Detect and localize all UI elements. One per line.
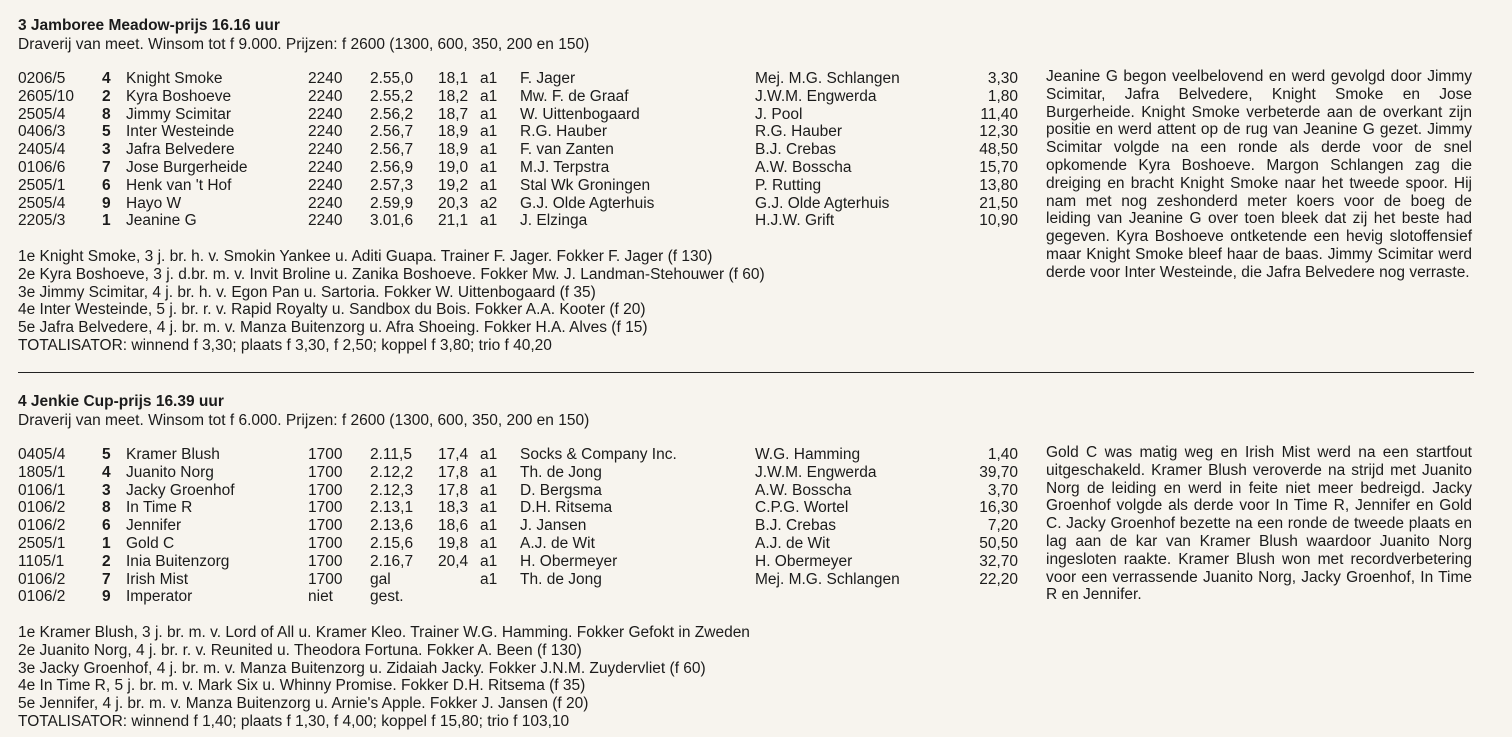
result-num: 8 bbox=[102, 105, 111, 123]
result-horse: Henk van 't Hof bbox=[126, 176, 232, 194]
result-owner: A.J. de Wit bbox=[520, 534, 595, 552]
result-time: 2.13,1 bbox=[370, 499, 414, 517]
race-subtitle: Draverij van meet. Winsom tot f 6.000. Prijzen: f 2600 (1300, 600, 350, 200 en 150) bbox=[18, 412, 590, 429]
result-driver: G.J. Olde Agterhuis bbox=[755, 194, 890, 212]
result-dist: 2240 bbox=[308, 194, 343, 212]
result-date: 0405/4 bbox=[18, 446, 66, 463]
placing-line: TOTALISATOR: winnend f 3,30; plaats f 3,30, f 2,50; koppel f 3,80; trio f 40,20 bbox=[18, 336, 552, 354]
placing-line: 1e Kramer Blush, 3 j. br. m. v. Lord of All u. Kramer Kleo. Trainer W.G. Hamming. Fokker Gefokt in Zweden bbox=[18, 624, 750, 641]
result-dist: 2240 bbox=[308, 70, 343, 87]
result-row bbox=[18, 123, 1018, 141]
result-start: a1 bbox=[480, 552, 498, 570]
race-section-4 bbox=[18, 393, 1488, 730]
result-time: 2.55,0 bbox=[370, 70, 414, 87]
result-num: 4 bbox=[102, 70, 111, 87]
result-time: 2.56,9 bbox=[370, 158, 414, 176]
result-red: 20,3 bbox=[438, 194, 469, 212]
result-date: 2505/1 bbox=[18, 534, 66, 552]
result-odds: 21,50 bbox=[979, 194, 1018, 212]
result-horse: Kyra Boshoeve bbox=[126, 87, 232, 105]
result-driver: Mej. M.G. Schlangen bbox=[755, 570, 900, 588]
result-time: 2.13,6 bbox=[370, 517, 414, 535]
result-dist: 1700 bbox=[308, 534, 343, 552]
result-red: 20,4 bbox=[438, 552, 469, 570]
result-red: 18,9 bbox=[438, 123, 469, 141]
result-date: 0106/6 bbox=[18, 158, 66, 176]
result-dist: 1700 bbox=[308, 570, 343, 588]
result-owner: D.H. Ritsema bbox=[520, 499, 613, 517]
result-row bbox=[18, 482, 1018, 500]
section-divider bbox=[18, 372, 1474, 373]
placing-line: 4e Inter Westeinde, 5 j. br. r. v. Rapid Royalty u. Sandbox du Bois. Fokker A.A. Kooter (f 20) bbox=[18, 301, 646, 319]
race-commentary: Gold C was matig weg en Irish Mist werd na een startfout uitgeschakeld. Kramer Blush veroverde na strijd met Juanito Norg de leiding en werd in feite niet meer bedreigd. Jacky Groenhof volgde als derde voor In Time R, Jennifer en Gold C. Jacky Groenhof bezette na een ronde de tweede plaats en lag aan de kar van Kramer Blush waardoor Juanito Norg ingesloten raakte. Kramer Blush won met recordverbetering voor een verrassende Juanito Norg, Jacky Groenhof, In Time R en Jennifer. bbox=[1046, 444, 1472, 604]
result-start: a1 bbox=[480, 463, 498, 481]
placing-line: 3e Jacky Groenhof, 4 j. br. m. v. Manza Buitenzorg u. Zidaiah Jacky. Fokker J.N.M. Zuydervliet (f 60) bbox=[18, 659, 706, 677]
result-odds: 32,70 bbox=[979, 552, 1018, 570]
result-num: 4 bbox=[102, 463, 111, 481]
result-date: 0106/2 bbox=[18, 499, 66, 517]
result-time: gal bbox=[370, 570, 391, 588]
result-odds: 50,50 bbox=[979, 534, 1018, 552]
result-start: a1 bbox=[480, 481, 498, 499]
result-time: 2.16,7 bbox=[370, 552, 414, 570]
result-owner: Socks & Company Inc. bbox=[520, 446, 677, 463]
result-odds: 3,30 bbox=[987, 70, 1018, 87]
placing-line: TOTALISATOR: winnend f 1,40; plaats f 1,30, f 4,00; koppel f 15,80; trio f 103,10 bbox=[18, 712, 570, 730]
result-num: 1 bbox=[102, 212, 111, 230]
result-row bbox=[18, 212, 1018, 230]
result-row bbox=[18, 141, 1018, 159]
result-driver: A.W. Bosscha bbox=[755, 481, 852, 499]
result-row bbox=[18, 553, 1018, 571]
result-row bbox=[18, 499, 1018, 517]
result-dist: 1700 bbox=[308, 463, 343, 481]
placing-line: 1e Knight Smoke, 3 j. br. h. v. Smokin Yankee u. Aditi Guapa. Trainer F. Jager. Fokker F. Jager (f 130) bbox=[18, 248, 713, 265]
placing-line: 2e Kyra Boshoeve, 3 j. d.br. m. v. Invit Broline u. Zanika Boshoeve. Fokker Mw. J. Landman-Stehouwer (f 60) bbox=[18, 265, 765, 283]
result-dist: 1700 bbox=[308, 446, 343, 463]
result-odds: 39,70 bbox=[979, 463, 1018, 481]
result-num: 7 bbox=[102, 158, 111, 176]
result-start: a1 bbox=[480, 123, 498, 141]
result-row bbox=[18, 535, 1018, 553]
result-row bbox=[18, 446, 1018, 464]
placings-list bbox=[18, 624, 750, 731]
result-date: 0106/1 bbox=[18, 481, 66, 499]
result-date: 2405/4 bbox=[18, 141, 66, 159]
result-dist: 1700 bbox=[308, 499, 343, 517]
result-horse: In Time R bbox=[126, 499, 193, 517]
result-time: 2.12,2 bbox=[370, 463, 414, 481]
result-odds: 1,40 bbox=[987, 446, 1018, 463]
result-dist: 2240 bbox=[308, 158, 343, 176]
result-num: 9 bbox=[102, 588, 111, 606]
result-num: 8 bbox=[102, 499, 111, 517]
result-time: 2.12,3 bbox=[370, 481, 414, 499]
result-start: a1 bbox=[480, 499, 498, 517]
result-row bbox=[18, 70, 1018, 88]
result-date: 2505/4 bbox=[18, 105, 66, 123]
result-num: 7 bbox=[102, 570, 111, 588]
result-num: 1 bbox=[102, 534, 111, 552]
result-owner: H. Obermeyer bbox=[520, 552, 618, 570]
race-title: 3 Jamboree Meadow-prijs 16.16 uur bbox=[18, 17, 280, 34]
results-table bbox=[18, 446, 1018, 606]
placings-list bbox=[18, 248, 765, 355]
result-dist: 2240 bbox=[308, 87, 343, 105]
result-num: 6 bbox=[102, 517, 111, 535]
results-table bbox=[18, 70, 1018, 230]
result-dist: 1700 bbox=[308, 552, 343, 570]
result-horse: Jeanine G bbox=[126, 212, 197, 230]
result-start: a1 bbox=[480, 158, 498, 176]
result-date: 1805/1 bbox=[18, 463, 66, 481]
result-owner: Stal Wk Groningen bbox=[520, 176, 651, 194]
result-driver: Mej. M.G. Schlangen bbox=[755, 70, 900, 87]
result-dist: niet bbox=[308, 588, 333, 606]
result-odds: 13,80 bbox=[979, 176, 1018, 194]
result-odds: 12,30 bbox=[979, 123, 1018, 141]
result-dist: 2240 bbox=[308, 123, 343, 141]
placing-line: 5e Jennifer, 4 j. br. m. v. Manza Buitenzorg u. Arnie's Apple. Fokker J. Jansen (f 20) bbox=[18, 695, 589, 713]
result-red: 17,8 bbox=[438, 463, 469, 481]
result-date: 2605/10 bbox=[18, 87, 75, 105]
result-red: 19,0 bbox=[438, 158, 469, 176]
result-red: 18,9 bbox=[438, 141, 469, 159]
result-num: 3 bbox=[102, 141, 111, 159]
result-start: a1 bbox=[480, 70, 498, 87]
result-row bbox=[18, 517, 1018, 535]
result-driver: C.P.G. Wortel bbox=[755, 499, 849, 517]
result-time: 3.01,6 bbox=[370, 212, 414, 230]
result-odds: 48,50 bbox=[979, 141, 1018, 159]
result-red: 18,7 bbox=[438, 105, 469, 123]
result-red: 17,4 bbox=[438, 446, 469, 463]
result-owner: W. Uittenbogaard bbox=[520, 105, 640, 123]
result-red: 19,2 bbox=[438, 176, 469, 194]
result-horse: Irish Mist bbox=[126, 570, 188, 588]
result-date: 0106/2 bbox=[18, 588, 66, 606]
result-horse: Gold C bbox=[126, 534, 175, 552]
result-odds: 1,80 bbox=[987, 87, 1018, 105]
result-driver: B.J. Crebas bbox=[755, 141, 836, 159]
result-num: 6 bbox=[102, 176, 111, 194]
result-start: a2 bbox=[480, 194, 498, 212]
result-owner: R.G. Hauber bbox=[520, 123, 608, 141]
result-driver: B.J. Crebas bbox=[755, 517, 836, 535]
result-odds: 16,30 bbox=[979, 499, 1018, 517]
result-horse: Kramer Blush bbox=[126, 446, 220, 463]
result-dist: 2240 bbox=[308, 212, 343, 230]
result-row bbox=[18, 571, 1018, 589]
result-start: a1 bbox=[480, 87, 498, 105]
placing-line: 2e Juanito Norg, 4 j. br. r. v. Reunited u. Theodora Fortuna. Fokker A. Been (f 130) bbox=[18, 641, 582, 659]
result-owner: F. Jager bbox=[520, 70, 576, 87]
result-start: a1 bbox=[480, 446, 498, 463]
placing-line: 4e In Time R, 5 j. br. m. v. Mark Six u. Whinny Promise. Fokker D.H. Ritsema (f 35) bbox=[18, 677, 586, 695]
result-odds: 3,70 bbox=[987, 481, 1018, 499]
result-driver: J.W.M. Engwerda bbox=[755, 463, 877, 481]
result-num: 2 bbox=[102, 87, 111, 105]
result-horse: Imperator bbox=[126, 588, 193, 606]
result-date: 0106/2 bbox=[18, 517, 66, 535]
result-horse: Hayo W bbox=[126, 194, 182, 212]
result-horse: Jimmy Scimitar bbox=[126, 105, 232, 123]
result-date: 2205/3 bbox=[18, 212, 66, 230]
race-subtitle: Draverij van meet. Winsom tot f 9.000. Prijzen: f 2600 (1300, 600, 350, 200 en 150) bbox=[18, 36, 590, 53]
result-row bbox=[18, 177, 1018, 195]
result-horse: Jennifer bbox=[126, 517, 182, 535]
result-start: a1 bbox=[480, 212, 498, 230]
result-red: 18,6 bbox=[438, 517, 469, 535]
race-title: 4 Jenkie Cup-prijs 16.39 uur bbox=[18, 393, 224, 410]
result-horse: Juanito Norg bbox=[126, 463, 214, 481]
result-date: 2505/1 bbox=[18, 176, 66, 194]
result-driver: R.G. Hauber bbox=[755, 123, 843, 141]
result-dist: 2240 bbox=[308, 141, 343, 159]
result-dist: 1700 bbox=[308, 517, 343, 535]
result-driver: J.W.M. Engwerda bbox=[755, 87, 877, 105]
result-row bbox=[18, 88, 1018, 106]
result-date: 1105/1 bbox=[18, 552, 65, 570]
result-time: 2.56,7 bbox=[370, 123, 414, 141]
result-time: 2.11,5 bbox=[370, 446, 412, 463]
result-horse: Jose Burgerheide bbox=[126, 158, 248, 176]
result-num: 2 bbox=[102, 552, 111, 570]
result-red: 18,3 bbox=[438, 499, 469, 517]
result-owner: Th. de Jong bbox=[520, 463, 602, 481]
result-owner: D. Bergsma bbox=[520, 481, 602, 499]
result-horse: Knight Smoke bbox=[126, 70, 223, 87]
result-driver: A.W. Bosscha bbox=[755, 158, 852, 176]
result-start: a1 bbox=[480, 570, 498, 588]
result-start: a1 bbox=[480, 517, 498, 535]
result-red: 17,8 bbox=[438, 481, 469, 499]
result-start: a1 bbox=[480, 105, 498, 123]
result-odds: 11,40 bbox=[980, 105, 1018, 123]
result-driver: J. Pool bbox=[755, 105, 803, 123]
result-driver: A.J. de Wit bbox=[755, 534, 830, 552]
result-horse: Inia Buitenzorg bbox=[126, 552, 230, 570]
result-driver: H.J.W. Grift bbox=[755, 212, 835, 230]
result-owner: G.J. Olde Agterhuis bbox=[520, 194, 655, 212]
result-horse: Jacky Groenhof bbox=[126, 481, 235, 499]
result-num: 5 bbox=[102, 123, 111, 141]
result-owner: M.J. Terpstra bbox=[520, 158, 610, 176]
result-horse: Jafra Belvedere bbox=[126, 141, 235, 159]
result-start: a1 bbox=[480, 141, 498, 159]
result-owner: J. Jansen bbox=[520, 517, 587, 535]
result-red: 18,2 bbox=[438, 87, 469, 105]
result-time: 2.56,2 bbox=[370, 105, 414, 123]
result-owner: F. van Zanten bbox=[520, 141, 614, 159]
result-driver: H. Obermeyer bbox=[755, 552, 853, 570]
placing-line: 5e Jafra Belvedere, 4 j. br. m. v. Manza Buitenzorg u. Afra Shoeing. Fokker H.A. Alves (f 15) bbox=[18, 319, 648, 337]
result-red: 21,1 bbox=[438, 212, 469, 230]
result-num: 5 bbox=[102, 446, 111, 463]
result-dist: 2240 bbox=[308, 105, 343, 123]
result-horse: Inter Westeinde bbox=[126, 123, 235, 141]
result-odds: 22,20 bbox=[979, 570, 1018, 588]
placing-line: 3e Jimmy Scimitar, 4 j. br. h. v. Egon Pan u. Sartoria. Fokker W. Uittenbogaard (f 35) bbox=[18, 283, 596, 301]
result-time: gest. bbox=[370, 588, 404, 606]
result-num: 3 bbox=[102, 481, 111, 499]
result-row bbox=[18, 195, 1018, 213]
result-odds: 10,90 bbox=[979, 212, 1018, 230]
result-row bbox=[18, 588, 1018, 606]
result-time: 2.55,2 bbox=[370, 87, 414, 105]
result-date: 0106/2 bbox=[18, 570, 66, 588]
result-time: 2.56,7 bbox=[370, 141, 414, 159]
result-red: 19,8 bbox=[438, 534, 469, 552]
result-date: 0206/5 bbox=[18, 70, 66, 87]
result-row bbox=[18, 464, 1018, 482]
result-row bbox=[18, 106, 1018, 124]
result-time: 2.15,6 bbox=[370, 534, 414, 552]
result-odds: 7,20 bbox=[987, 517, 1018, 535]
result-start: a1 bbox=[480, 534, 498, 552]
result-time: 2.57,3 bbox=[370, 176, 414, 194]
race-section-3 bbox=[18, 17, 1488, 354]
result-driver: P. Rutting bbox=[755, 176, 822, 194]
result-dist: 2240 bbox=[308, 176, 343, 194]
result-driver: W.G. Hamming bbox=[755, 446, 861, 463]
result-date: 0406/3 bbox=[18, 123, 66, 141]
result-row bbox=[18, 159, 1018, 177]
result-time: 2.59,9 bbox=[370, 194, 414, 212]
result-num: 9 bbox=[102, 194, 111, 212]
result-owner: Th. de Jong bbox=[520, 570, 602, 588]
result-red: 18,1 bbox=[438, 70, 469, 87]
result-start: a1 bbox=[480, 176, 498, 194]
result-date: 2505/4 bbox=[18, 194, 66, 212]
race-commentary: Jeanine G begon veelbelovend en werd gevolgd door Jimmy Scimitar, Jafra Belvedere, Knight Smoke en Jose Burgerheide. Knight Smoke verbeterde aan de overkant zijn positie en werd attent op de rug van Jeanine G gezet. Jimmy Scimitar volgde na een ronde als derde voor de snel opkomende Kyra Boshoeve. Margon Schlangen zag die dreiging en bracht Knight Smoke naar het tweede spoor. Hij nam met nog zeshonderd meter koers voor de boeg de leiding van Jeanine G over toen bleek dat zij het beste had gegeven. Kyra Boshoeve ontketende een hevig slotoffensief maar Knight Smoke bleef haar de baas. Jimmy Scimitar werd derde voor Inter Westeinde, die Jafra Belvedere nog verraste. bbox=[1046, 68, 1472, 281]
result-owner: J. Elzinga bbox=[520, 212, 588, 230]
result-odds: 15,70 bbox=[979, 158, 1018, 176]
result-dist: 1700 bbox=[308, 481, 343, 499]
result-owner: Mw. F. de Graaf bbox=[520, 87, 629, 105]
